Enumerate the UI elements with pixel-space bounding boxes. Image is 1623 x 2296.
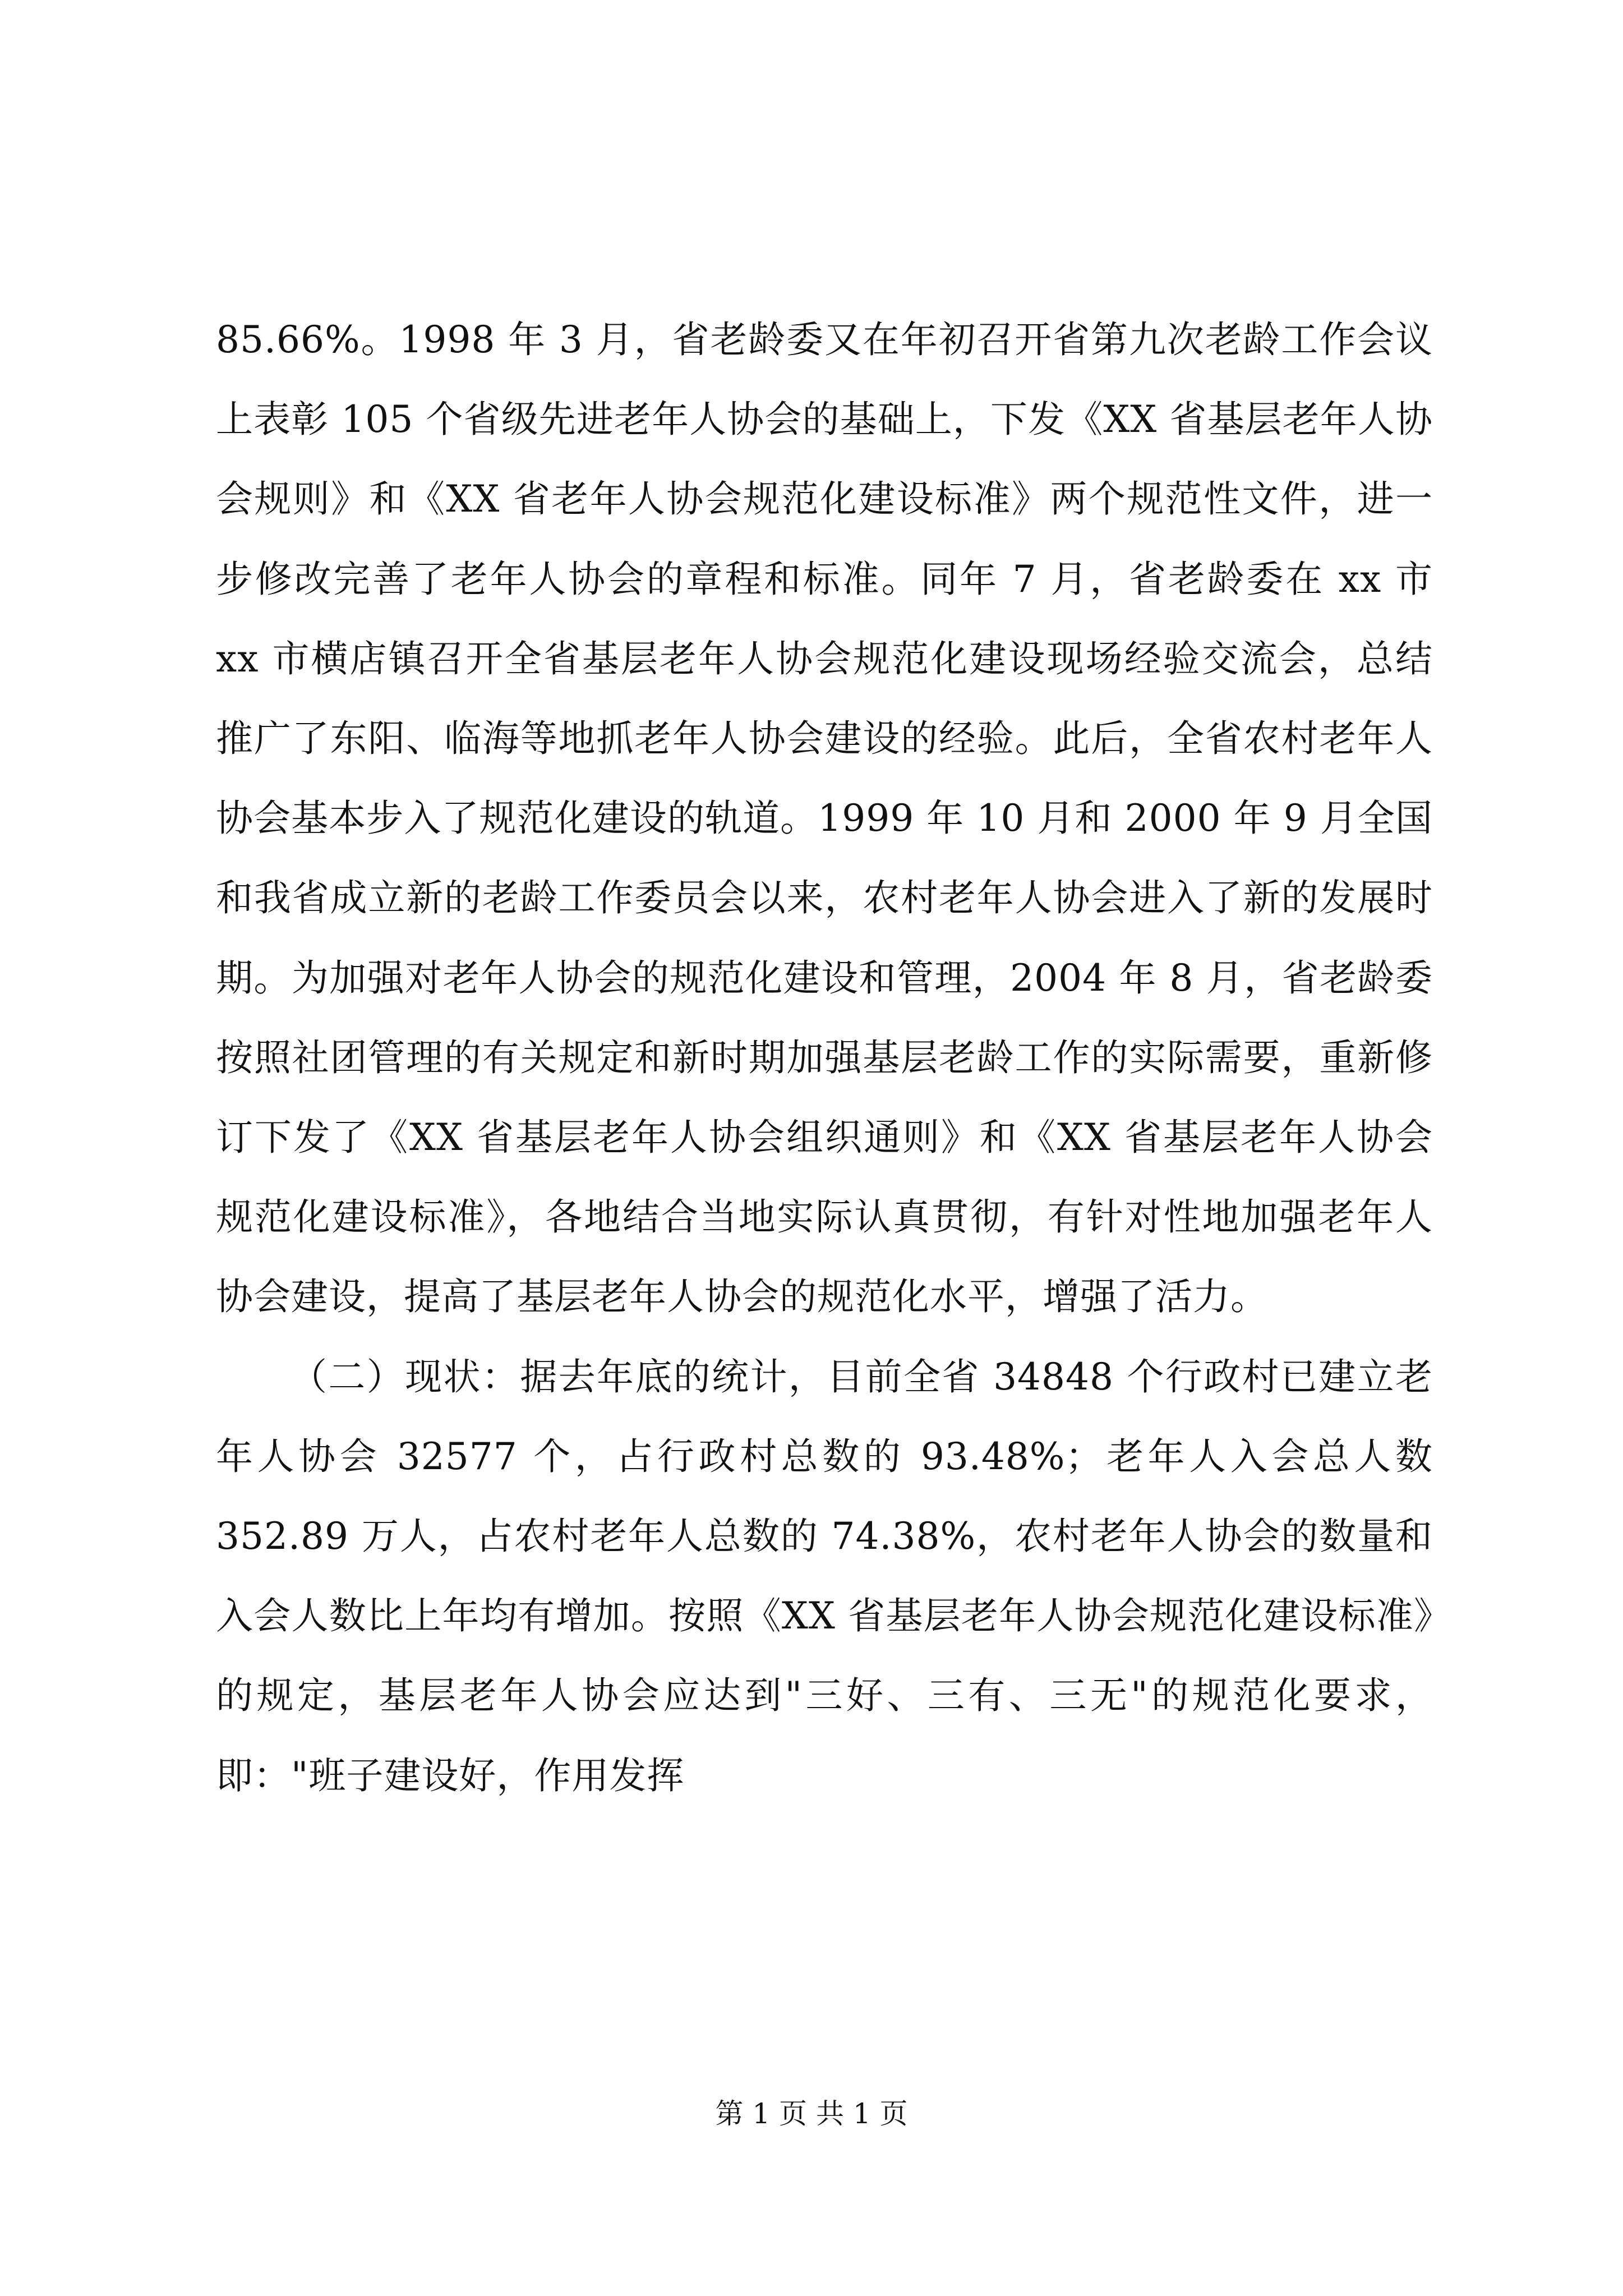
paragraph-current-status: （二）现状：据去年底的统计，目前全省 34848 个行政村已建立老年人协会 32577 个，占行政村总数的 93.48%；老年人入会总人数 352.89 万人，占农村老年人总数的 74.38%，农村老年人协会的数量和入会人数比上年均有增加。按照《XX 省基层老年人协会规范化建设标准》的规定，基层老年人协会应达到"三好、三有、三无"的规范化要求，即："班子建设好，作用发挥 (216, 1355, 1433, 1797)
body-text (216, 300, 1433, 1816)
page-footer: 第 1 页 共 1 页 (715, 2097, 908, 2130)
paragraph-history: 85.66%。1998 年 3 月，省老龄委又在年初召开省第九次老龄工作会议上表彰 105 个省级先进老年人协会的基础上，下发《XX 省基层老年人协会规则》和《XX 省老年人协会规范化建设标准》两个规范性文件，进一步修改完善了老年人协会的章程和标准。同年 7 月，省老龄委在 xx 市 xx 市横店镇召开全省基层老年人协会规范化建设现场经验交流会，总结推广了东阳、临海等地抓老年人协会建设的经验。此后，全省农村老年人协会基本步入了规范化建设的轨道。1999 年 10 月和 2000 年 9 月全国和我省成立新的老龄工作委员会以来，农村老年人协会进入了新的发展时期。为加强对老年人协会的规范化建设和管理，2004 年 8 月，省老龄委按照社团管理的有关规定和新时期加强基层老龄工作的实际需要，重新修订下发了《XX 省基层老年人协会组织通则》和《XX 省基层老年人协会规范化建设标准》，各地结合当地实际认真贯彻，有针对性地加强老年人协会建设，提高了基层老年人协会的规范化水平，增强了活力。 (216, 318, 1433, 1319)
